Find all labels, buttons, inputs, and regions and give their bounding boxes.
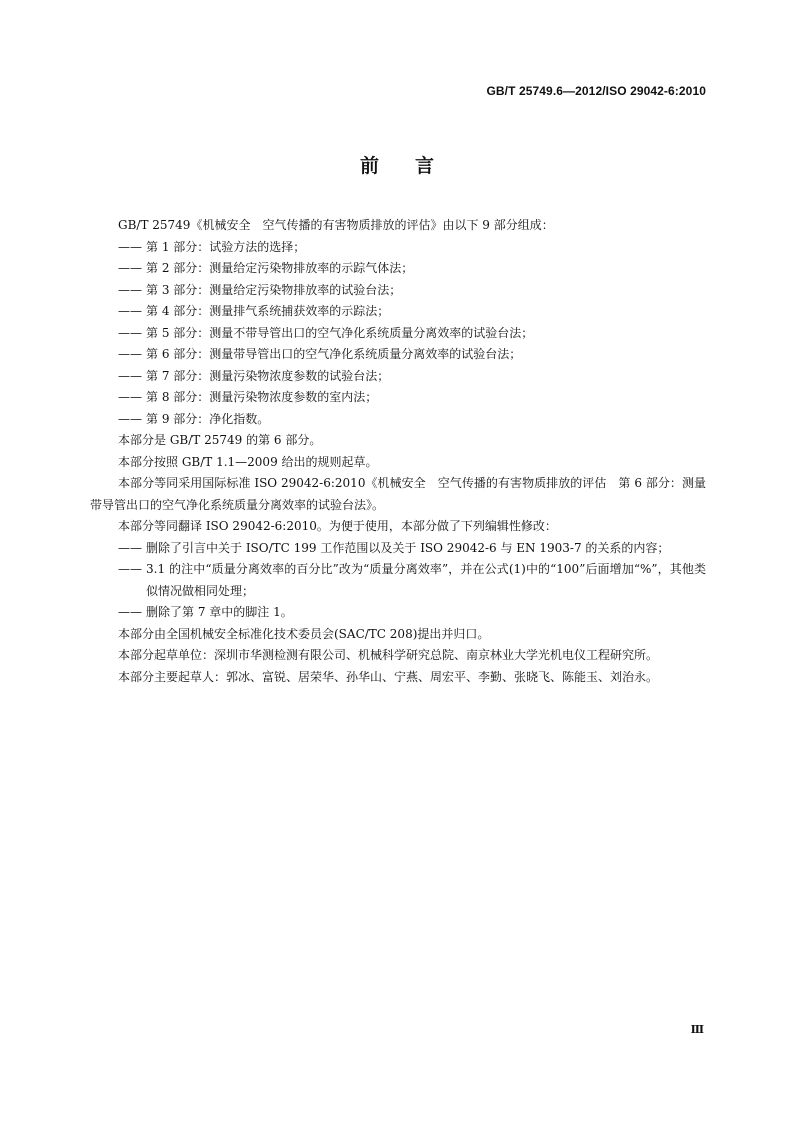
part-list-item (118, 409, 706, 431)
part-list-item (118, 323, 706, 345)
part-item-text: 第 3 部分：测量给定污染物排放率的试验台法； (146, 282, 402, 297)
part-list-item (118, 280, 706, 302)
part-item-text: 第 4 部分：测量排气系统捕获效率的示踪法； (146, 304, 390, 318)
part-item-text: 第 1 部分：试验方法的选择； (146, 239, 306, 254)
dash-marker: —— (118, 261, 142, 275)
dash-marker: —— (118, 304, 142, 318)
dash-marker: —— (118, 390, 142, 404)
page-title-char-1: 前 (359, 155, 379, 177)
dash-marker: —— (118, 282, 142, 297)
dash-marker: —— (118, 540, 142, 555)
page-number: Ⅲ (690, 1023, 704, 1036)
dash-marker: —— (118, 325, 142, 340)
dash-marker: —— (118, 368, 142, 383)
modification-text: 删除了引言中关于 ISO/TC 199 工作范围以及关于 ISO 29042-6 与 EN 1903-7 的关系的内容； (146, 540, 670, 555)
part-number-statement: 本部分是 GB/T 25749 的第 6 部分。 (118, 433, 322, 447)
part-item-text: 第 5 部分：测量不带导管出口的空气净化系统质量分离效率的试验台法； (146, 325, 534, 340)
drafting-rules-statement: 本部分按照 GB/T 1.1—2009 给出的规则起草。 (118, 454, 378, 469)
adoption-statement: 本部分等同采用国际标准 ISO 29042-6:2010《机械安全 空气传播的有害物质排放的评估 第 6 部分：测量带导管出口的空气净化系统质量分离效率的试验台法》。 (90, 476, 706, 512)
foreword-body (90, 215, 706, 688)
modification-text: 删除了第 7 章中的脚注 1。 (146, 605, 293, 619)
part-item-text: 第 8 部分：测量污染物浓度参数的室内法； (146, 390, 378, 404)
dash-marker: —— (118, 562, 142, 576)
modification-item (118, 538, 706, 560)
dash-marker: —— (118, 605, 142, 619)
dash-marker: —— (118, 239, 142, 254)
document-code: GB/T 25749.6—2012/ISO 29042-6:2010 (486, 84, 706, 98)
part-item-text: 第 9 部分：净化指数。 (146, 411, 270, 426)
drafting-units-statement: 本部分起草单位：深圳市华测检测有限公司、机械科学研究总院、南京林业大学光机电仪工程研究所。 (118, 648, 659, 662)
part-item-text: 第 2 部分：测量给定污染物排放率的示踪气体法； (146, 261, 414, 275)
drafters-statement: 本部分主要起草人：郭冰、富锐、居荣华、孙华山、宁燕、周宏平、李勤、张晓飞、陈能玉、刘治永。 (118, 669, 659, 684)
modification-text: 3.1 的注中“质量分离效率的百分比”改为“质量分离效率”，并在公式(1)中的“100”后面增加“%”，其他类似情况做相同处理； (146, 562, 706, 598)
part-list-item (118, 237, 706, 259)
part-list-item (118, 366, 706, 388)
modification-item (118, 559, 706, 602)
page-title (0, 151, 794, 178)
part-item-text: 第 6 部分：测量带导管出口的空气净化系统质量分离效率的试验台法； (146, 347, 522, 361)
proposer-statement: 本部分由全国机械安全标准化技术委员会(SAC/TC 208)提出并归口。 (118, 626, 490, 641)
dash-marker: —— (118, 347, 142, 361)
modification-item (118, 602, 706, 624)
part-list-item (118, 301, 706, 323)
page-title-char-2: 言 (415, 155, 435, 177)
intro-paragraph: GB/T 25749《机械安全 空气传播的有害物质排放的评估》由以下 9 部分组成： (118, 218, 554, 232)
part-list-item (118, 387, 706, 409)
part-list-item (118, 344, 706, 366)
translation-statement: 本部分等同翻译 ISO 29042-6:2010。为便于使用，本部分做了下列编辑性修改： (118, 519, 557, 533)
part-list-item (118, 258, 706, 280)
part-item-text: 第 7 部分：测量污染物浓度参数的试验台法； (146, 368, 390, 383)
dash-marker: —— (118, 411, 142, 426)
